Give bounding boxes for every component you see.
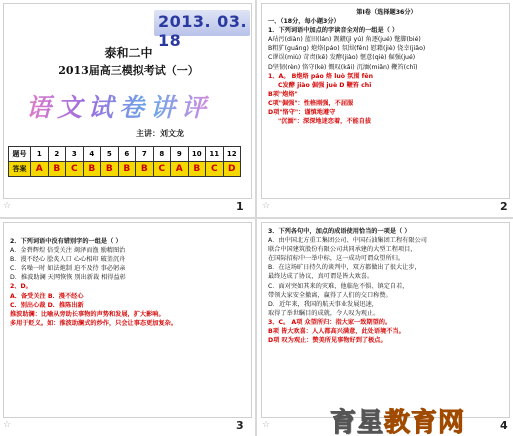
- option-line: C．面对突如其来的灾难，他临危不惧、镇定自若，: [268, 282, 409, 290]
- section-title: 第Ⅰ卷（选择题36分）: [356, 9, 417, 16]
- answer-line: D项 叹为观止：赞美所见事物好到了极点。: [268, 337, 387, 345]
- slide-number: 1: [236, 200, 244, 213]
- exam-title: 2013届高三模拟考试（一）: [58, 64, 199, 77]
- answer-cell: A: [31, 162, 49, 177]
- option-line: 联合中国建筑股份有限公司共同承建的大型工程项目，: [268, 246, 417, 254]
- answer-line: B项 皆大欢喜：人人都高兴满意，此处语境不当。: [268, 328, 405, 336]
- option-line: A．金碧辉煌 倍受关注 竭泽而渔 励精图治: [10, 247, 126, 255]
- option-line: B．在这场旷日持久的谈判中，双方都做出了很大让步，: [268, 264, 421, 272]
- answer-line: "沉湎"：深深地迷恋着，不能自拔: [278, 118, 372, 126]
- answer-line: 多用于贬义。如：推波助澜式的炒作，只会让事态更加复杂。: [10, 319, 178, 327]
- slide-3-body: [10, 237, 247, 328]
- slide-transition-icon: ☆: [3, 420, 12, 430]
- answer-cell: B: [101, 162, 119, 177]
- answer-line: C．别出心裁 D．推陈出新: [10, 301, 84, 309]
- question-number: 9: [171, 147, 189, 162]
- slide-2-thumbnail[interactable]: [261, 3, 510, 199]
- question-number: 6: [118, 147, 136, 162]
- question-number: 12: [223, 147, 241, 162]
- slide-4-thumbnail[interactable]: [261, 222, 510, 418]
- answer-cell: B: [83, 162, 101, 177]
- site-watermark: [330, 402, 465, 436]
- question-number: 11: [206, 147, 224, 162]
- slide-transition-icon: ☆: [262, 201, 271, 211]
- answer-line: A．备受关注 B．漫不经心: [10, 292, 84, 300]
- option-line: C谬误(miù) 苛责(kē) 发酵(jiào) 惬意(qiè) 倔强(jué): [268, 54, 416, 62]
- question-line: 3．下列各句中，加点的成语使用恰当的一项是（ ）: [268, 228, 411, 235]
- horizontal-separator: [0, 217, 513, 219]
- answer-cell: B: [188, 162, 206, 177]
- slide-number: 4: [500, 419, 508, 432]
- watermark-part2: 教育网: [384, 408, 466, 436]
- option-line: 带领大家安全撤离，赢得了人们的交口称赞。: [268, 291, 392, 299]
- answer-row: [9, 162, 241, 177]
- question-number: 4: [83, 147, 101, 162]
- answer-cell: B: [136, 162, 154, 177]
- answer-line: C发酵 jiào 倔强 juè D 鞭笞 chī: [278, 81, 372, 89]
- question-number: 2: [48, 147, 66, 162]
- answer-cell: D: [223, 162, 241, 177]
- question-number-row: [9, 147, 241, 162]
- question-number: 8: [153, 147, 171, 162]
- lecturer: 主讲：刘文龙: [136, 129, 184, 138]
- school-name: 泰和二中: [104, 46, 153, 60]
- slide-transition-icon: ☆: [3, 201, 12, 211]
- answer-cell: C: [153, 162, 171, 177]
- question-number: 10: [188, 147, 206, 162]
- slide-number: 3: [236, 419, 244, 432]
- option-line: B粗犷(guǎng) 炮烙(páo) 氛围(fēn) 慰藉(jiè) 侥幸(jiǎo): [268, 45, 426, 53]
- answer-line: D项"恪守"：谨慎地遵守: [268, 109, 336, 117]
- option-line: D坚韧(rèn) 恪守(kè) 慨叹(kǎi) 沉湎(miǎn) 鞭笞(chī): [268, 63, 418, 71]
- slide-transition-icon: ☆: [262, 420, 271, 430]
- answer-cell: B: [118, 162, 136, 177]
- slide-date: 2013. 03. 18: [158, 12, 248, 50]
- watermark-part1: 育星: [330, 408, 385, 436]
- answer-line: 3、C。 A项 众望所归：指大家一致期望的。: [268, 318, 392, 326]
- answer-line: 1、A。 B炮烙 páo 烙 luò 氛围 fēn: [268, 72, 373, 80]
- question-number: 5: [101, 147, 119, 162]
- option-line: 取得了举世瞩目的成就，令人叹为观止。: [268, 309, 380, 317]
- option-line: 最终达成了协议，真可谓是皆大欢喜。: [268, 273, 374, 281]
- option-line: D．推波助澜 天网恢恢 别出新裁 相得益彰: [10, 274, 126, 282]
- option-line: C．名噪一时 如法炮制 迫不及待 事必躬亲: [10, 265, 126, 273]
- option-line: A．由中国北方重工集团公司、中国石油集团工程有限公司: [268, 237, 427, 245]
- slide-3-thumbnail[interactable]: [3, 222, 252, 418]
- answer-cell: A: [171, 162, 189, 177]
- option-line: B．漫不经心 脍炙人口 心心相印 破釜沉舟: [10, 256, 126, 264]
- question-line: 2．下列词语中没有错别字的一组是（ ）: [10, 238, 122, 245]
- slide-2-body: [268, 8, 505, 126]
- slide-number: 2: [500, 200, 508, 213]
- answer-label: 答案: [9, 162, 31, 177]
- answer-cell: C: [66, 162, 84, 177]
- slide-1-thumbnail[interactable]: [3, 3, 252, 199]
- body-line: 一、（18分，每小题3分）: [268, 18, 340, 26]
- answer-line: B项"炮烙": [268, 90, 298, 98]
- question-number-label: 题号: [9, 147, 31, 162]
- slide-4-body: [268, 227, 505, 345]
- question-number: 3: [66, 147, 84, 162]
- answer-table: [8, 146, 241, 177]
- answer-line: 2、D。: [10, 283, 32, 291]
- question-number: 7: [136, 147, 154, 162]
- option-line: A玷污(diàn) 蓝田(lán) 觊觎(jì yú) 角逐(jué) 蹩脚(bié): [268, 36, 421, 44]
- option-line: D．近年来，我国的航天事业发展迅速，: [268, 300, 378, 308]
- answer-cell: B: [48, 162, 66, 177]
- question-line: 1．下列词语中加点的字读音全对的一组是（ ）: [268, 27, 399, 35]
- answer-cell: C: [206, 162, 224, 177]
- answer-line: 推波助澜：比喻从旁助长事物的声势和发展，扩大影响。: [10, 310, 165, 318]
- option-line: 在国际招标中一举中标，这一成功可谓众望所归。: [268, 255, 405, 263]
- question-number: 1: [31, 147, 49, 162]
- art-title: 语文试卷讲评: [26, 88, 212, 124]
- answer-line: C项"倔强"：性格刚强，不屈服: [268, 99, 354, 107]
